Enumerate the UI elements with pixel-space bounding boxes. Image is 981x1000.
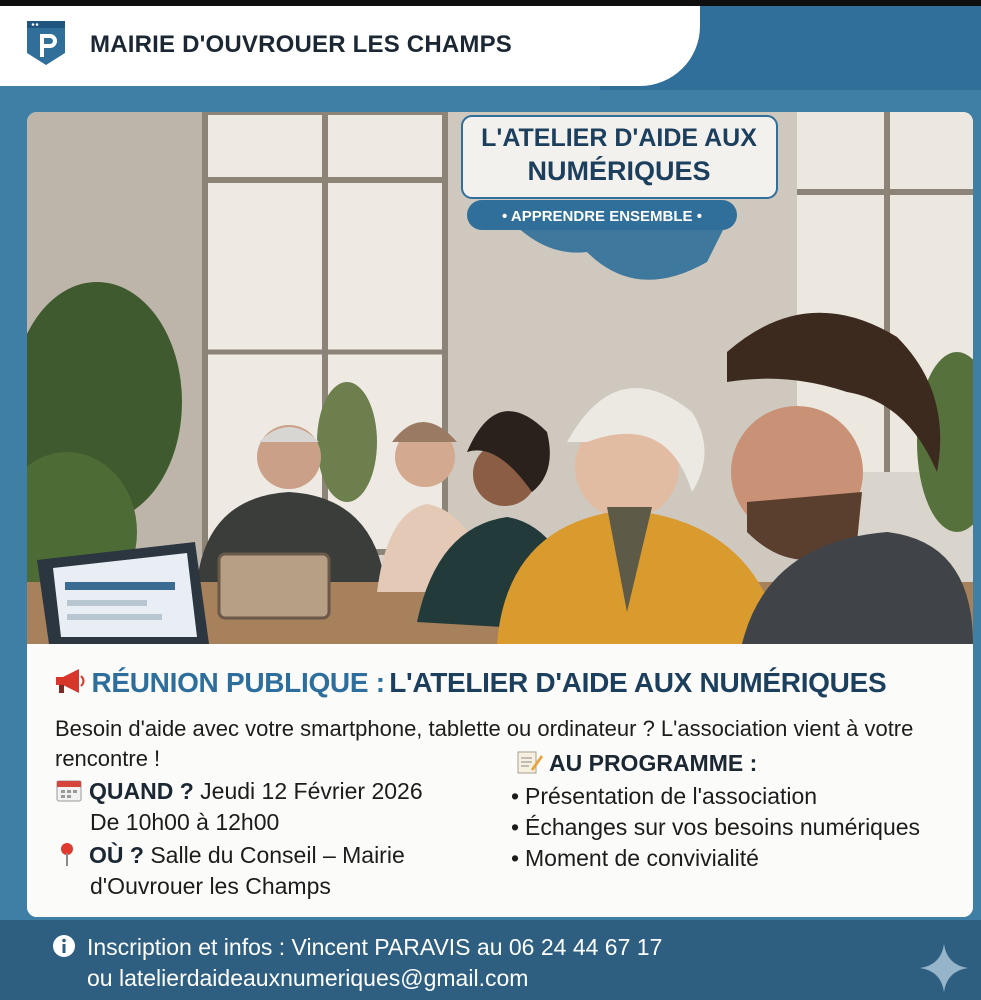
calendar-icon — [55, 777, 83, 803]
banner-title-line1: L'ATELIER D'AIDE AUX — [481, 124, 757, 152]
sparkle-icon — [918, 942, 970, 994]
event-title — [53, 666, 886, 699]
memo-icon — [515, 749, 543, 775]
where-value: Salle du Conseil – Mairie — [150, 842, 405, 868]
footer-email: ou latelierdaideauxnumeriques@gmail.com — [87, 965, 529, 991]
pin-icon — [55, 841, 83, 867]
event-when — [55, 776, 423, 838]
event-details — [27, 644, 973, 917]
list-item: • Présentation de l'association — [511, 783, 818, 809]
event-title-part2: L'ATELIER D'AIDE AUX NUMÉRIQUES — [389, 667, 887, 698]
megaphone-icon — [53, 666, 87, 696]
footer-contact — [55, 932, 662, 994]
p-logo-icon — [25, 17, 67, 67]
list-item: • Moment de convivialité — [511, 845, 759, 871]
list-item: • Échanges sur vos besoins numériques — [511, 814, 921, 840]
where-value-line2: d'Ouvrouer les Champs — [90, 873, 331, 899]
workshop-photo — [27, 112, 973, 644]
footer — [0, 920, 981, 1000]
banner-title-line2: NUMÉRIQUES — [527, 156, 711, 186]
program-list — [511, 781, 921, 874]
page-title: MAIRIE D'OUVROUER LES CHAMPS — [90, 31, 513, 58]
event-title-part1: RÉUNION PUBLIQUE : — [91, 667, 385, 698]
when-value: Jeudi 12 Février 2026 — [200, 778, 423, 804]
banner-subtitle: • APPRENDRE ENSEMBLE • — [502, 208, 702, 225]
when-time: De 10h00 à 12h00 — [90, 809, 280, 835]
footer-line1: Inscription et infos : Vincent PARAVIS au 06 24 44 67 17 — [87, 934, 663, 960]
event-intro: Besoin d'aide avec votre smartphone, tablette ou ordinateur ? L'association vient à votre rencontre ! — [55, 716, 914, 771]
where-label: OÙ ? — [89, 842, 144, 868]
program — [511, 748, 921, 874]
when-label: QUAND ? — [89, 778, 194, 804]
event-where — [55, 840, 405, 902]
program-label: AU PROGRAMME : — [549, 750, 758, 776]
poster-card — [27, 112, 973, 917]
